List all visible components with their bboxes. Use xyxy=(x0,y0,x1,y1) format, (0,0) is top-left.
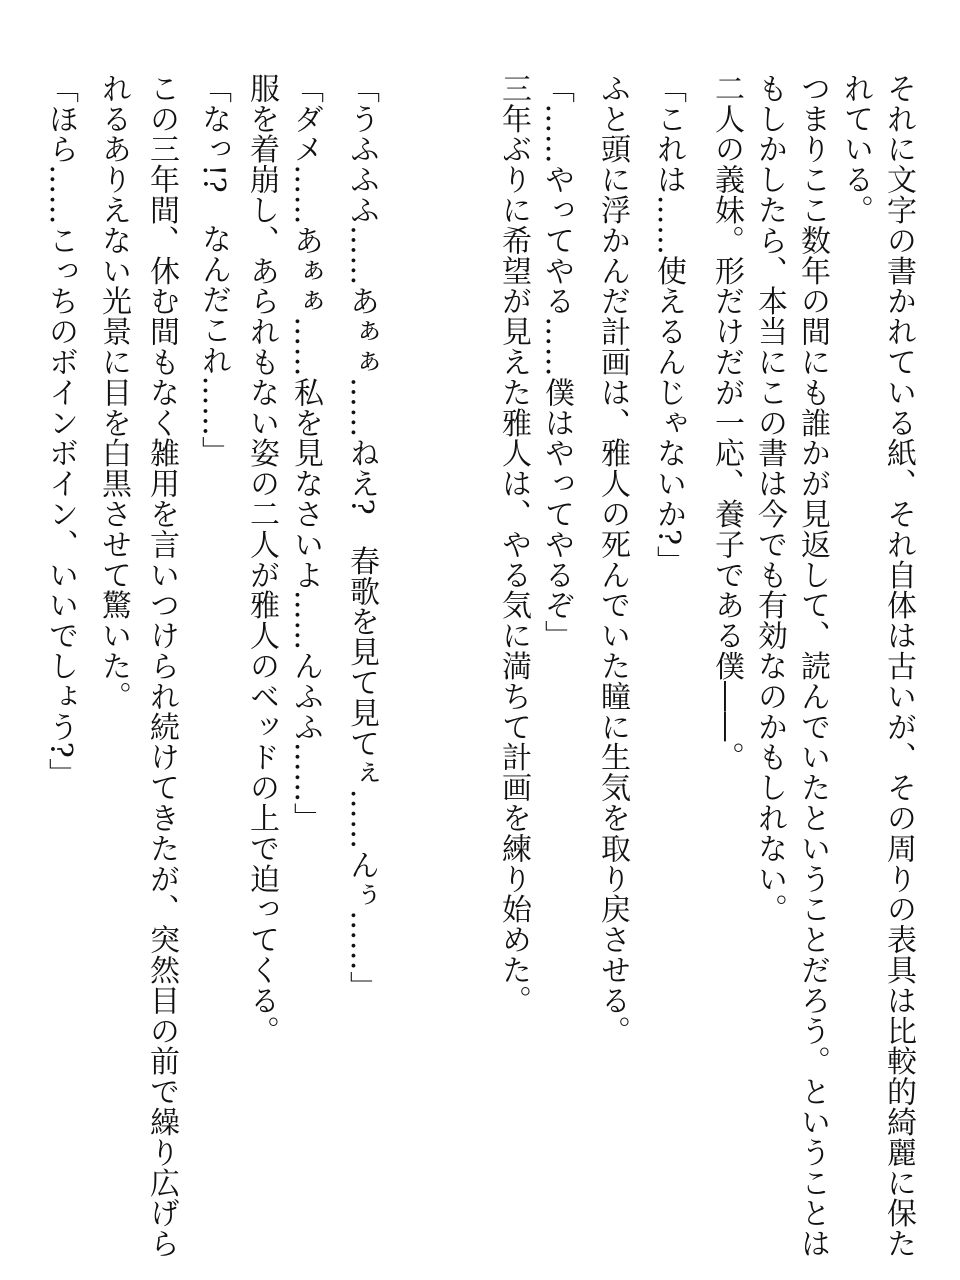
text-line-10: 「うふふふ……あぁぁ……ねえ? 春歌を見て見てぇ……んぅ……」 xyxy=(344,73,379,1002)
text-line-9: 三年ぶりに希望が見えた雅人は、やる気に満ちて計画を練り始めた。 xyxy=(496,73,531,1016)
text-line-12: 服を着崩し、あられもない姿の二人が雅人のベッドの上で迫ってくる。 xyxy=(244,73,279,1046)
text-line-14: この三年間、休む間もなく雑用を言いつけられ続けてきたが、突然目の前で繰り広げら xyxy=(144,73,179,1259)
text-line-13: 「なっ!? なんだこれ……」 xyxy=(196,73,231,467)
text-line-16: 「ほら……こっちのボインボイン、いいでしょう?」 xyxy=(43,73,78,789)
text-line-2: れている。 xyxy=(838,73,873,225)
text-line-3: つまりここ数年の間にも誰かが見返して、読んでいたということだろう。ということは xyxy=(795,73,830,1259)
text-line-4: もしかしたら、本当にこの書は今でも有効なのかもしれない。 xyxy=(752,73,787,925)
text-line-15: れるありえない光景に目を白黒させて驚いた。 xyxy=(96,73,131,712)
text-line-6: 「これは……使えるんじゃないか?」 xyxy=(651,73,686,576)
text-line-8: 「……やってやる……僕はやってやるぞ」 xyxy=(539,73,574,651)
text-line-11: 「ダメ……あぁぁ……私を見なさいよ……んふふ……」 xyxy=(288,73,323,833)
text-line-5: 二人の義妹。形だけだが一応、養子である僕――。 xyxy=(709,73,744,773)
text-line-7: ふと頭に浮かんだ計画は、雅人の死んでいた瞳に生気を取り戻させる。 xyxy=(595,73,630,1046)
text-line-1: それに文字の書かれている紙、それ自体は古いが、その周りの表具は比較的綺麗に保た xyxy=(881,73,916,1259)
